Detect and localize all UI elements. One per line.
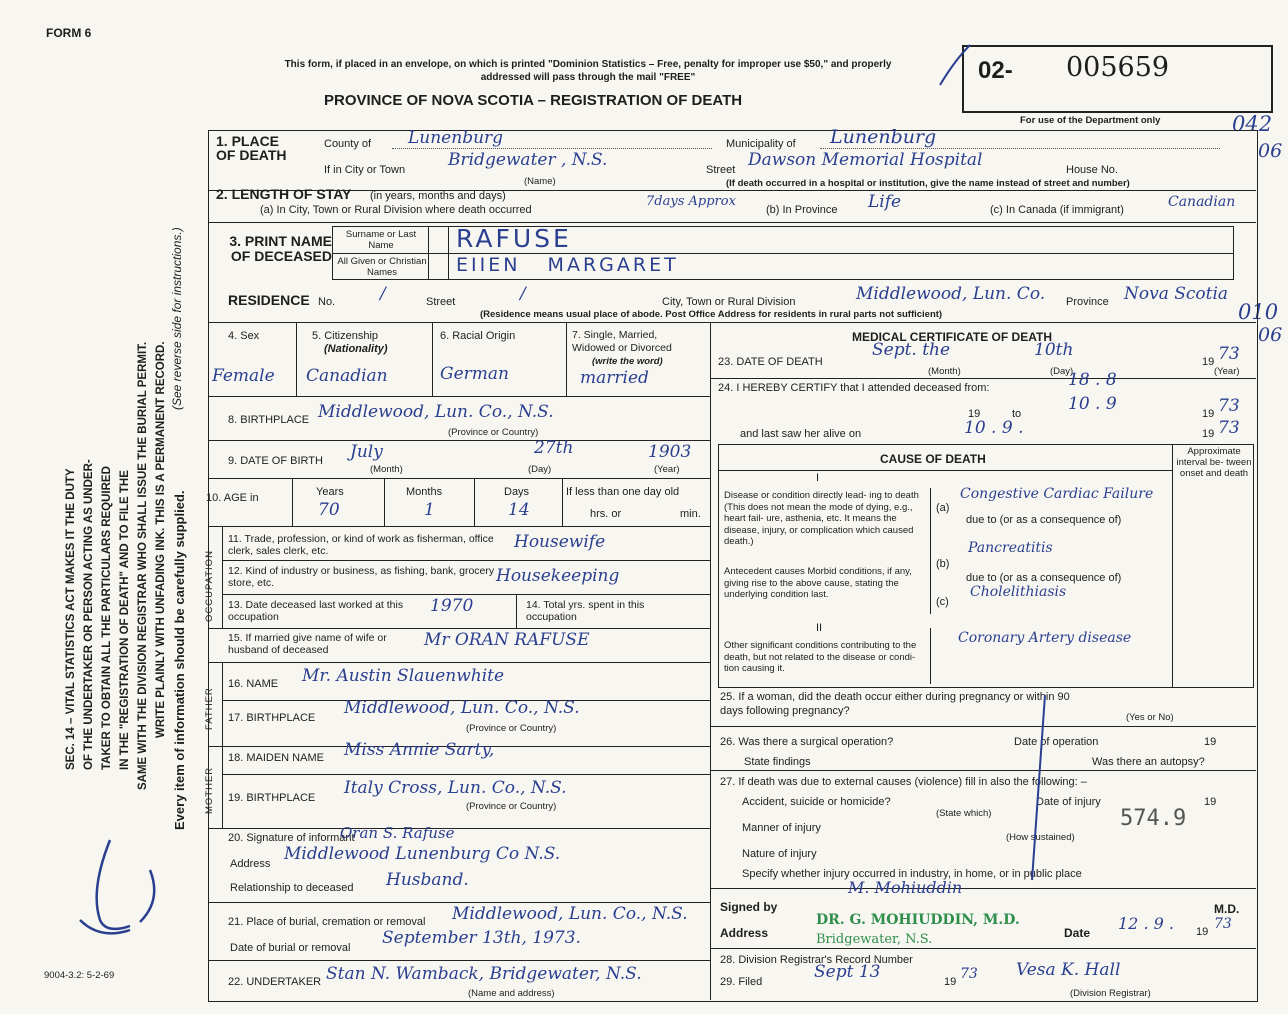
birthplace-value: Middlewood, Lun. Co., N.S. [318,402,554,422]
sex-value: Female [212,366,275,386]
filed-year: 73 [960,966,978,982]
dob-year: 1903 [648,442,692,462]
side-text-4: IN THE "REGISTRATION OF DEATH" AND TO FILE THE [119,470,131,770]
stay-city-value: 7days Approx [646,194,736,209]
municipality-value: Lunenburg [830,126,937,148]
medical-certificate-header: MEDICAL CERTIFICATE OF DEATH [852,330,1052,344]
mother-birthplace-value: Italy Cross, Lun. Co., N.S. [344,778,567,798]
last-saw-value: 10 . 9 . [964,418,1024,438]
mother-side-label: MOTHER [204,766,215,814]
municipality-label: Municipality of [726,138,796,150]
checkmark-scribble [70,830,170,940]
occupation-side-label: OCCUPATION [204,550,215,622]
manner-code-value: 574.9 [1120,806,1187,831]
signed-date-value: 12 . 9 . [1118,914,1174,933]
county-value: Lunenburg [408,128,504,148]
physician-stamp-name: DR. G. MOHIUDDIN, M.D. [816,912,1020,928]
reg-prefix: 02- [978,57,1013,84]
dept-use-note: For use of the Department only [1020,115,1161,126]
street-label: Street [706,164,736,176]
relationship-value: Husband. [386,870,469,890]
street-value: Dawson Memorial Hospital [748,150,983,170]
death-date-year: 73 [1218,344,1240,364]
county-label: County of [324,138,372,150]
pen-line [1010,690,1060,890]
residence-no-value: / [380,284,386,304]
registrar-signature: Vesa K. Hall [1016,960,1121,980]
side-text-6: WRITE PLAINLY WITH UNFADING INK. THIS IS A PERMANENT RECORD. [155,341,167,738]
cause-header: CAUSE OF DEATH [880,452,986,466]
residence-label: RESIDENCE [228,292,310,308]
margin-code-a: 042 [1232,112,1273,136]
side-text-2: OF THE UNDERTAKER OR PERSON ACTING AS UNDER- [83,459,95,770]
margin-code-d: 06 [1258,324,1283,346]
racial-origin-value: German [440,364,509,384]
last-worked-value: 1970 [430,596,474,616]
dob-day: 27th [534,438,574,458]
pen-stroke [930,40,980,90]
residence-city-value: Middlewood, Lun. Co. [856,284,1046,304]
father-name-value: Mr. Austin Slauenwhite [302,666,505,686]
industry-value: Housekeeping [496,566,620,586]
signed-year: 73 [1214,916,1232,932]
age-months: 1 [424,500,435,520]
given-names-value: EIIEN MARGARET [456,254,679,276]
residence-street-value: / [520,284,526,304]
mother-maiden-value: Miss Annie Sarty, [344,740,495,760]
physician-signature: M. Mohiuddin [848,878,963,897]
mailing-notice: This form, if placed in an envelope, on which is printed "Dominion Statistics – Free, penalty for improper use $50," and properly addressed will pass through the mail "FREE" [284,59,892,83]
city-label: If in City or Town [324,164,406,176]
father-side-label: FATHER [204,687,215,730]
stay-province-value: Life [868,192,902,212]
side-text-8: (See reverse side for instructions.) [170,227,184,410]
death-date-month: Sept. the [872,340,951,360]
form-title: PROVINCE OF NOVA SCOTIA – REGISTRATION OF DEATH [324,92,743,109]
citizenship-value: Canadian [306,366,388,386]
informant-address-value: Middlewood Lunenburg Co N.S. [284,844,561,864]
length-of-stay-label: 2. LENGTH OF STAY [216,186,352,202]
residence-province-value: Nova Scotia [1124,284,1229,304]
cause-a-value: Congestive Cardiac Failure [960,486,1154,502]
attended-to-year: 73 [1218,396,1240,416]
spouse-value: Mr ORAN RAFUSE [424,630,590,650]
filed-date-value: Sept 13 [814,962,881,982]
other-conditions-value: Coronary Artery disease [958,630,1132,646]
burial-place-value: Middlewood, Lun. Co., N.S. [452,904,688,924]
side-text-7: Every item of information should be carefully supplied. [172,490,187,830]
side-text-1: SEC. 14 – VITAL STATISTICS ACT MAKES IT THE DUTY [65,468,77,770]
age-years: 70 [318,500,340,520]
last-saw-year: 73 [1218,418,1240,438]
margin-code-c: 010 [1238,300,1279,324]
side-text-5: SAME WITH THE DIVISION REGISTRAR WHO SHALL ISSUE THE BURIAL PERMIT. [137,341,149,790]
print-name-label: 3. PRINT NAME OF DECEASED [229,233,332,264]
side-text-3: TAKER TO OBTAIN ALL THE PARTICULARS REQUIRED [101,466,113,770]
attended-from-value: 18 . 8 [1068,370,1117,390]
undertaker-value: Stan N. Wamback, Bridgewater, N.S. [326,964,642,984]
reg-number: 005659 [1066,52,1170,83]
cause-c-value: Cholelithiasis [970,584,1067,600]
city-value: Bridgewater , N.S. [448,150,608,170]
death-date-day: 10th [1034,340,1074,360]
attended-to-value: 10 . 9 [1068,394,1117,414]
burial-date-value: September 13th, 1973. [382,928,581,948]
form-label: FORM 6 [46,26,92,40]
cause-b-value: Pancreatitis [968,540,1053,556]
stay-canada-value: Canadian [1168,194,1236,210]
place-of-death-label: 1. PLACE OF DEATH [216,133,287,163]
form-code: 9004-3.2: 5-2-69 [44,970,115,981]
age-days: 14 [508,500,530,520]
trade-value: Housewife [514,532,606,552]
marital-value: married [580,368,649,388]
dob-month: July [350,442,383,462]
death-registration-form: FORM 6 This form, if placed in an envelope, on which is printed "Dominion Statistics – Free, penalty for improper use $50," and properly addressed will pass through the mail "FREE" PROVINCE OF NOVA SCOTIA – REGISTRATION OF DEATH 02- 005659 For use of the Department only 042 06 010 06 SEC. 14 – VITAL STATISTICS ACT MAKES IT THE DUTY OF THE UNDERTAKER OR PERSON ACTING AS UNDER- TAKER TO OBTAIN ALL THE PARTICULARS REQUIRED IN THE "REGISTRATION OF DEATH" AND TO FILE THE SAME WITH THE DIVISION REGISTRAR WHO SHALL ISSUE THE BURIAL PERMIT. WRITE PLAINLY WITH UNFADING INK. THIS IS A PERMANENT RECORD. Every item of information should be carefully supplied. (See reverse side for instructions.) 9004-3.2: 5-2-69 1. PLACE OF DEATH County of Lunenburg Municipality of Lunenburg If in City or Town Bridgewater , N.S. (Name) Street Dawson Memorial Hospital House No. (If death occurred in a hospital or institution, give the name instead of street and number) 2. LENGTH OF STAY (in years, months and days) (a) In City, Town or Rural Division where death occurred 7days Approx (b) In Province Life (c) In Canada (if immigrant) Canadian 3. PRINT NAME OF DECEASED Surname or Last Name All Given or Christian Names RAFUSE EIIEN MARGARET RESIDENCE No. / Street / City, Town or Rural Division Middlewood, Lun. Co. Province Nova Scotia (Residence means usual place of abode. Post Office Address for residents in rural parts not sufficient) 4. Sex Female 5. Citizenship (Nationality) Canadian 6. Racial Origin German 7. Single, Married, Widowed or Divorced (write the word) married 8. BIRTHPLACE Middlewood, Lun. Co., N.S. (Province or Country) 9. DATE OF BIRTH July 27th 1903 (Month) (Day) (Year) 10. AGE in Years 70 Months 1 Days 14 If less than one day old hrs. or min. OCCUPATION 11. Trade, profession, or kind of work as fisherman, office clerk, sales clerk, etc. Housewife 12. Kind of industry or business, as fishing, bank, grocery store, etc. Housekeeping 13. Date deceased last worked at this occupation 1970 14. Total yrs. spent in this occupation 15. If married give name of wife or husband of deceased Mr ORAN RAFUSE FATHER 16. NAME Mr. Austin Slauenwhite 17. BIRTHPLACE Middlewood, Lun. Co., N.S. (Province or Country) MOTHER 18. MAIDEN NAME Miss Annie Sarty, 19. BIRTHPLACE Italy Cross, Lun. Co., N.S. (Province or Country) 20. Signature of informant Oran S. Rafuse Address Middlewood Lunenburg Co N.S. Relationship to deceased Husband. 21. Place of burial, cremation or removal Middlewood, Lun. Co., N.S. Date of burial or removal September 13th, 1973. 22. UNDERTAKER Stan N. Wamback, Bridgewater, N.S. (Name and address) MEDICAL CERTIFICATE OF DEATH 23. DATE OF DEATH Sept. the 10th 19 73 (Month) (Day) (Year) 24. I HEREBY CERTIFY that I attended deceased from: 18 . 8 19 to 10 . 9 19 73 and last saw her alive on 10 . 9 . 19 73 CAUSE OF DEATH Approximate interval be- tween onset and death I Disease or condition directly lead- ing to death (This does not mean the mode of dying, e.g., heart fail- ure, asthenia, etc. It means the disease, injury, or complication which caused death.) (a) Congestive Cardiac Failure due to (or as a consequence of) Antecedent causes Morbid conditions, if any, giving rise to the above cause, stating the underlying condition last. (b) Pancreatitis due to (or as a consequence of) (c) Cholelithiasis II Other significant conditions contributing to the death, but not related to the disease or condi- tion causing it. Coronary Artery disease 25. If a woman, did the death occur either during pregnancy or within 90 days following pregnancy? (Yes or No) 26. Was there a surgical operation? Date of operation 19 State findings Was there an autopsy? 27. If death was due to external causes (violence) fill in also the following: – Accident, suicide or homicide? (State which) Date of injury 19 Manner of injury 574.9 (How sustained) Nature of injury Specify whether injury occurred in industry, in home, or in public place Signed by M. Mohiuddin M.D. Address Date 12 . 9 . 19 73 DR. G. MOHIUDDIN, M.D. Bridgewater, N.S. 28. Division Registrar's Record Number 29. Filed Sept 13 19 73 Vesa K. Hall (Division Registrar) [0,0,1288,1014]
informant-signature: Oran S. Rafuse [340,824,455,842]
father-birthplace-value: Middlewood, Lun. Co., N.S. [344,698,580,718]
physician-stamp-location: Bridgewater, N.S. [816,932,933,947]
margin-code-b: 06 [1258,140,1283,162]
surname-value: RAFUSE [456,224,572,253]
